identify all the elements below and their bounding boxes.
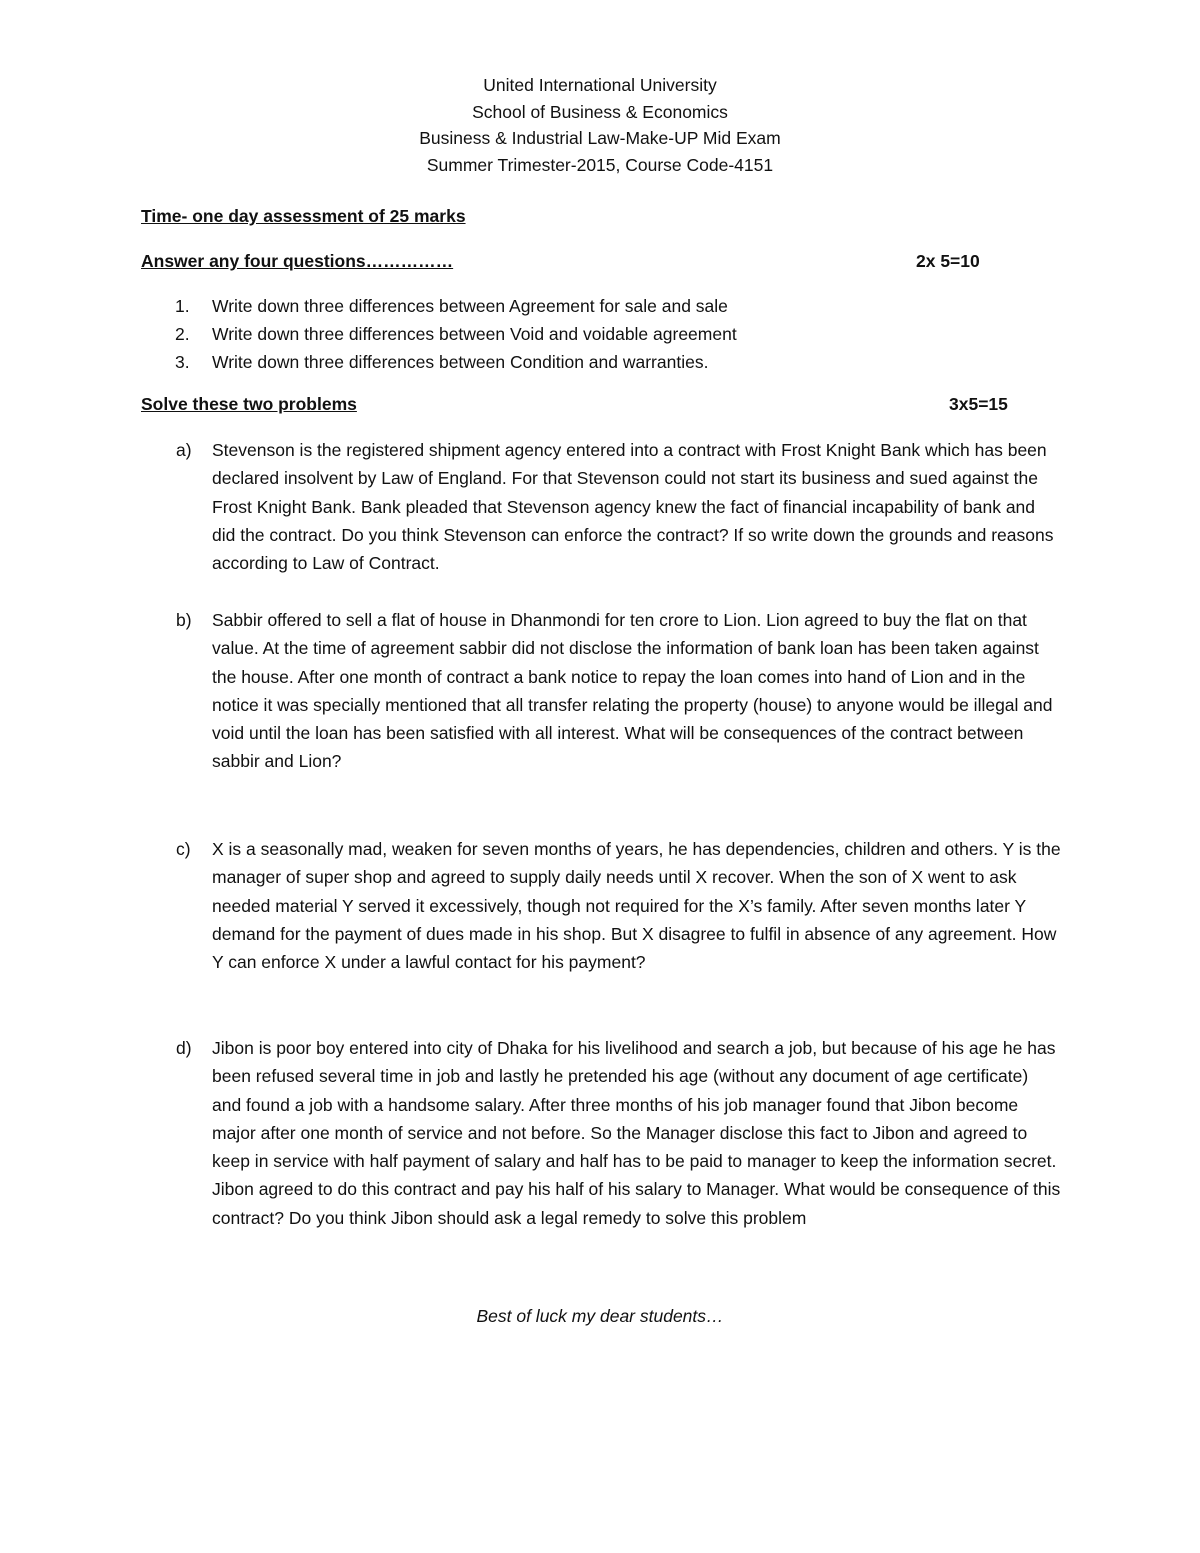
part2-marks: 3x5=15 xyxy=(949,394,1008,414)
term-course-code: Summer Trimester-2015, Course Code-4151 xyxy=(426,154,774,175)
question-text: Write down three differences between Void and voidable agreement xyxy=(212,324,737,344)
list-item xyxy=(141,320,1041,348)
question-number: 3. xyxy=(175,352,190,372)
closing-note: Best of luck my dear students… xyxy=(476,1306,724,1326)
problem-text: X is a seasonally mad, weaken for seven months of years, he has dependencies, children and others. Y is the manager of super shop and agreed to supply daily needs until X recover. When the son of X went to ask needed material Y served it excessively, though not required for the X’s family. After seven months later Y demand for the payment of dues made in his shop. But X disagree to fulfil in absence of any agreement. How Y can enforce X under a lawful contact for his payment? xyxy=(212,839,1061,973)
time-assessment-line: Time- one day assessment of 25 marks xyxy=(141,206,466,226)
part1-marks: 2x 5=10 xyxy=(916,251,980,271)
problem-text: Sabbir offered to sell a flat of house in Dhanmondi for ten crore to Lion. Lion agreed to buy the flat on that value. At the time of agreement sabbir did not disclose the information of bank loan has been taken against the house. After one month of contract a bank notice to repay the loan comes into hand of Lion and in the notice it was specially mentioned that all transfer relating the property (house) to anyone would be illegal and void until the loan has been satisfied with all interest. What will be consequences of the contract between sabbir and Lion? xyxy=(212,610,1053,772)
problem-c xyxy=(176,835,1066,976)
problem-letter: a) xyxy=(176,440,192,460)
part1-title: Answer any four questions…………… xyxy=(141,251,454,271)
problem-letter: b) xyxy=(176,610,192,630)
school-name: School of Business & Economics xyxy=(472,101,728,122)
part2-title: Solve these two problems xyxy=(141,394,357,414)
problem-a xyxy=(176,436,1066,577)
problem-b xyxy=(176,606,1066,776)
problem-text: Stevenson is the registered shipment agency entered into a contract with Frost Knight Bank which has been declared insolvent by Law of England. For that Stevenson could not start its business and sued against the Frost Knight Bank. Bank pleaded that Stevenson agency knew the fact of financial incapability of bank and did the contract. Do you think Stevenson can enforce the contract? If so write down the grounds and reasons according to Law of Contract. xyxy=(212,440,1054,574)
question-number: 1. xyxy=(175,296,190,316)
question-number: 2. xyxy=(175,324,190,344)
list-item xyxy=(141,348,1041,376)
problem-letter: c) xyxy=(176,839,191,859)
question-list xyxy=(141,292,1041,376)
document-header xyxy=(0,72,1200,178)
problem-text: Jibon is poor boy entered into city of Dhaka for his livelihood and search a job, but because of his age he has been refused several time in job and lastly he pretended his age (without any document of age certificate) and found a job with a handsome salary. After three months of his job manager found that Jibon become major after one month of service and not before. So the Manager disclose this fact to Jibon and agreed to keep in service with half payment of salary and half has to be paid to manager to keep the information secret. Jibon agreed to do this contract and pay his half of his salary to Manager. What would be consequence of this contract? Do you think Jibon should ask a legal remedy to solve this problem xyxy=(212,1038,1061,1228)
university-name: United International University xyxy=(483,75,717,95)
problem-letter: d) xyxy=(176,1038,192,1058)
problem-d xyxy=(176,1034,1066,1232)
list-item xyxy=(141,292,1041,320)
question-text: Write down three differences between Agreement for sale and sale xyxy=(212,296,728,316)
exam-title: Business & Industrial Law-Make-UP Mid Exam xyxy=(419,128,781,148)
question-text: Write down three differences between Condition and warranties. xyxy=(212,352,709,372)
